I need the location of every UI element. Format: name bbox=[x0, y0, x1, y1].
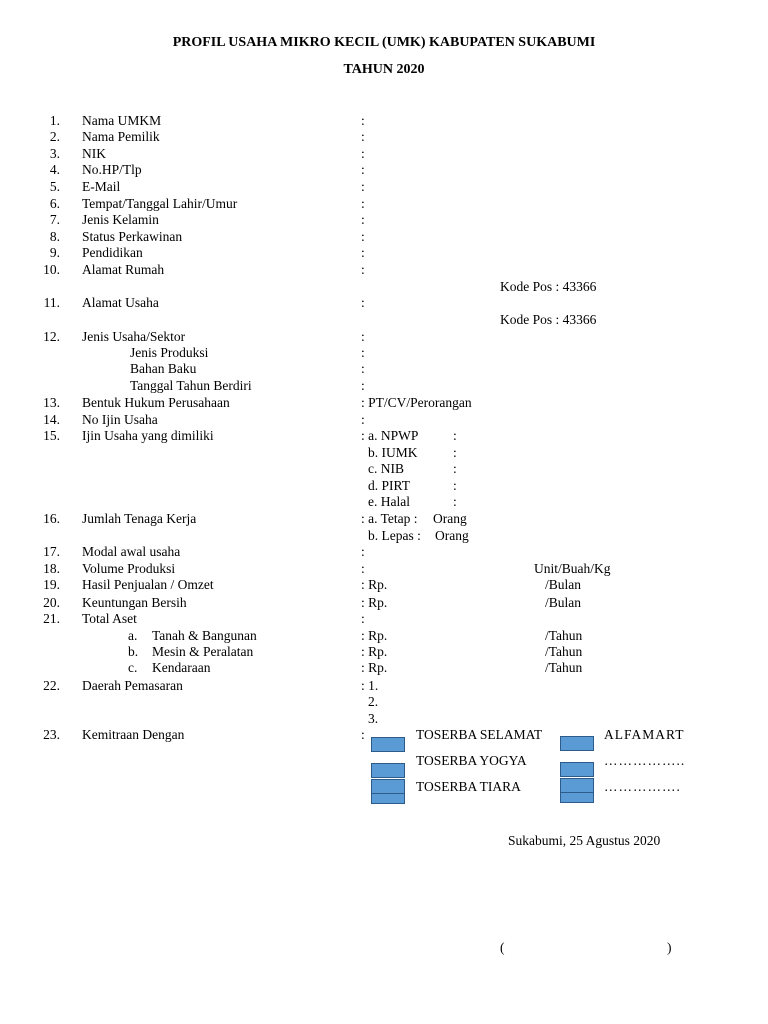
item-number: 19. bbox=[43, 577, 60, 592]
item-colon: : bbox=[361, 329, 365, 344]
rp-aset: : Rp. bbox=[361, 644, 388, 659]
kemitraan-left-label: TOSERBA YOGYA bbox=[416, 753, 527, 768]
aset-letter: a. bbox=[128, 628, 138, 643]
item-colon: : bbox=[361, 361, 365, 376]
place-date: Sukabumi, 25 Agustus 2020 bbox=[508, 833, 661, 848]
tenaga-unit: Orang bbox=[435, 528, 469, 543]
item-number: 1. bbox=[49, 113, 60, 128]
item-label: Modal awal usaha bbox=[82, 544, 181, 559]
item-label: No.HP/Tlp bbox=[82, 162, 142, 177]
ijin-colon: : bbox=[453, 461, 457, 476]
item-colon: : bbox=[361, 561, 365, 576]
item-number: 2. bbox=[49, 129, 60, 144]
item-colon: : bbox=[361, 179, 365, 194]
item-label: Tempat/Tanggal Lahir/Umur bbox=[82, 196, 238, 211]
item-number: 13. bbox=[43, 395, 60, 410]
item-colon: : bbox=[361, 295, 365, 310]
kemitraan-checkbox[interactable] bbox=[560, 762, 594, 777]
item-number: 22. bbox=[43, 678, 60, 693]
kemitraan-checkbox[interactable] bbox=[560, 736, 594, 751]
item-colon: : bbox=[361, 113, 365, 128]
item-label: E-Mail bbox=[82, 179, 121, 194]
ijin-colon: : bbox=[453, 445, 457, 460]
item-colon: : bbox=[361, 345, 365, 360]
item-colon: : bbox=[361, 378, 365, 393]
bentuk-hukum-value: : PT/CV/Perorangan bbox=[361, 395, 472, 410]
item-colon: : bbox=[361, 129, 365, 144]
item-label: Keuntungan Bersih bbox=[82, 595, 187, 610]
rp-keuntungan: : Rp. bbox=[361, 595, 388, 610]
document-subtitle: TAHUN 2020 bbox=[343, 62, 425, 77]
item-label: Ijin Usaha yang dimiliki bbox=[82, 428, 214, 443]
per-tahun: /Tahun bbox=[545, 644, 583, 659]
tenaga-unit: Orang bbox=[433, 511, 467, 526]
item-number: 14. bbox=[43, 412, 60, 427]
item-label: Nama UMKM bbox=[82, 113, 162, 128]
ijin-colon: : bbox=[453, 428, 457, 443]
rp-aset: : Rp. bbox=[361, 628, 388, 643]
item-label: Daerah Pemasaran bbox=[82, 678, 183, 693]
per-bulan: /Bulan bbox=[545, 595, 581, 610]
item-number: 9. bbox=[49, 245, 60, 260]
item-number: 8. bbox=[49, 229, 60, 244]
item-label: No Ijin Usaha bbox=[82, 412, 158, 427]
item-colon: : bbox=[361, 146, 365, 161]
item-number: 20. bbox=[43, 595, 60, 610]
item-number: 16. bbox=[43, 511, 60, 526]
pemasaran-line: 2. bbox=[368, 694, 379, 709]
ijin-colon: : bbox=[453, 478, 457, 493]
item-number: 4. bbox=[49, 162, 60, 177]
item-label: Hasil Penjualan / Omzet bbox=[82, 577, 214, 592]
item-colon: : bbox=[361, 611, 365, 626]
kemitraan-checkbox[interactable] bbox=[371, 779, 405, 794]
item-number: 6. bbox=[49, 196, 60, 211]
kemitraan-right-label: ……………. bbox=[604, 779, 681, 794]
ijin-option: c. NIB bbox=[368, 461, 404, 476]
item-colon: : bbox=[361, 412, 365, 427]
item-colon: : bbox=[361, 229, 365, 244]
ijin-option: e. Halal bbox=[368, 494, 410, 509]
kemitraan-right-label: ALFAMART bbox=[604, 727, 685, 742]
item-colon: : bbox=[361, 196, 365, 211]
item-label: Nama Pemilik bbox=[82, 129, 160, 144]
item-colon: : bbox=[361, 544, 365, 559]
item-label: Jenis Usaha/Sektor bbox=[82, 329, 186, 344]
item-number: 21. bbox=[43, 611, 60, 626]
item-label: Kemitraan Dengan bbox=[82, 727, 185, 742]
signature-open-paren: ( bbox=[500, 940, 505, 955]
signature-close-paren: ) bbox=[667, 940, 672, 955]
item-label: Alamat Usaha bbox=[82, 295, 159, 310]
rp-omzet: : Rp. bbox=[361, 577, 388, 592]
kemitraan-checkbox[interactable] bbox=[560, 778, 594, 793]
per-tahun: /Tahun bbox=[545, 628, 583, 643]
aset-label: Kendaraan bbox=[152, 660, 211, 675]
ijin-option: : a. NPWP bbox=[361, 428, 419, 443]
item-label: Jenis Kelamin bbox=[82, 212, 159, 227]
item-label: Alamat Rumah bbox=[82, 262, 165, 277]
item-number: 7. bbox=[49, 212, 60, 227]
kode-pos-rumah: Kode Pos : 43366 bbox=[500, 279, 597, 294]
item-number: 18. bbox=[43, 561, 60, 576]
sub-item-label: Jenis Produksi bbox=[130, 345, 209, 360]
item-label: Total Aset bbox=[82, 611, 137, 626]
item-number: 23. bbox=[43, 727, 60, 742]
item-label: Status Perkawinan bbox=[82, 229, 183, 244]
item-label: NIK bbox=[82, 146, 106, 161]
document-title: PROFIL USAHA MIKRO KECIL (UMK) KABUPATEN SUKABUMI bbox=[172, 35, 596, 50]
item-colon: : bbox=[361, 212, 365, 227]
aset-letter: b. bbox=[128, 644, 139, 659]
kode-pos-usaha: Kode Pos : 43366 bbox=[500, 312, 597, 327]
kemitraan-left-label: TOSERBA TIARA bbox=[416, 779, 521, 794]
item-label: Pendidikan bbox=[82, 245, 143, 260]
sub-item-label: Tanggal Tahun Berdiri bbox=[130, 378, 252, 393]
kemitraan-checkbox[interactable] bbox=[371, 763, 405, 778]
pemasaran-line: 3. bbox=[368, 711, 379, 726]
aset-label: Tanah & Bangunan bbox=[152, 628, 257, 643]
item-label: Jumlah Tenaga Kerja bbox=[82, 511, 197, 526]
item-number: 10. bbox=[43, 262, 60, 277]
aset-label: Mesin & Peralatan bbox=[152, 644, 254, 659]
item-label: Volume Produksi bbox=[82, 561, 176, 576]
rp-aset: : Rp. bbox=[361, 660, 388, 675]
pemasaran-line: : 1. bbox=[361, 678, 379, 693]
kemitraan-checkbox[interactable] bbox=[371, 737, 405, 752]
tenaga-tetap: : a. Tetap : bbox=[361, 511, 418, 526]
item-number: 11. bbox=[43, 295, 60, 310]
item-number: 5. bbox=[49, 179, 60, 194]
item-colon: : bbox=[361, 245, 365, 260]
kemitraan-right-label: …………….. bbox=[604, 753, 686, 768]
ijin-colon: : bbox=[453, 494, 457, 509]
item-colon: : bbox=[361, 262, 365, 277]
item-label: Bentuk Hukum Perusahaan bbox=[82, 395, 230, 410]
item-colon: : bbox=[361, 727, 365, 742]
item-number: 3. bbox=[49, 146, 60, 161]
volume-unit: Unit/Buah/Kg bbox=[534, 561, 611, 576]
sub-item-label: Bahan Baku bbox=[130, 361, 197, 376]
kemitraan-left-label: TOSERBA SELAMAT bbox=[416, 727, 543, 742]
item-number: 15. bbox=[43, 428, 60, 443]
ijin-option: b. IUMK bbox=[368, 445, 418, 460]
aset-letter: c. bbox=[128, 660, 138, 675]
item-colon: : bbox=[361, 162, 365, 177]
per-tahun: /Tahun bbox=[545, 660, 583, 675]
item-number: 12. bbox=[43, 329, 60, 344]
tenaga-lepas: b. Lepas : bbox=[368, 528, 421, 543]
per-bulan: /Bulan bbox=[545, 577, 581, 592]
item-number: 17. bbox=[43, 544, 60, 559]
ijin-option: d. PIRT bbox=[368, 478, 410, 493]
